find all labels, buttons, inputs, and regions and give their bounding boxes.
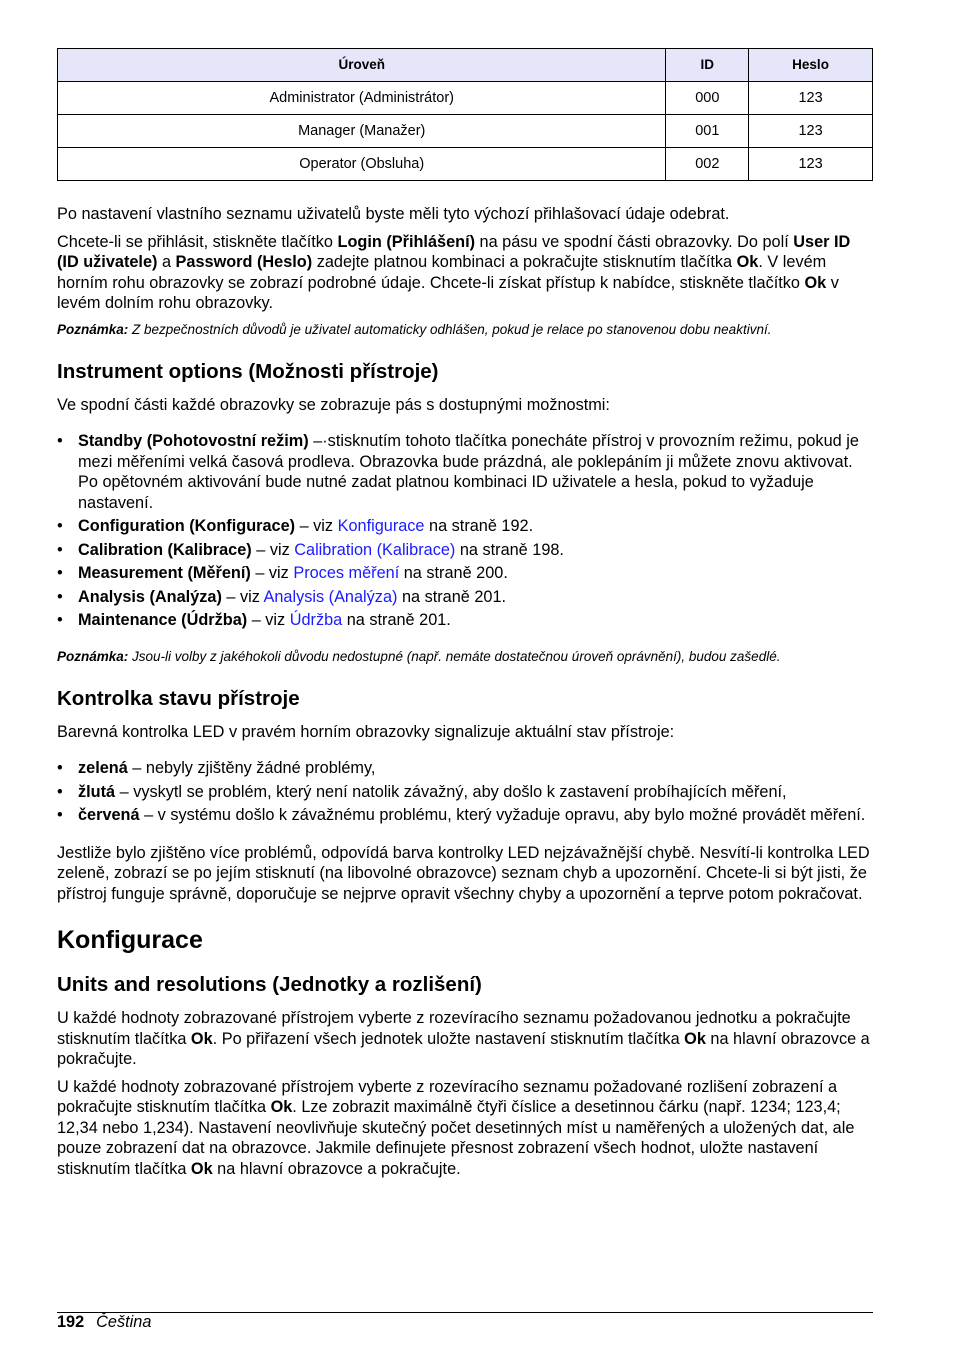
- note-label: Poznámka:: [57, 648, 129, 664]
- text-span: – v systému došlo k závažnému problému, který vyžaduje opravu, aby bylo možné provádět měření.: [139, 806, 866, 824]
- link-analysis[interactable]: Analysis (Analýza): [263, 587, 398, 606]
- list-item: [57, 758, 873, 779]
- bold-span: Calibration (Kalibrace): [78, 540, 252, 559]
- table-cell: Operator (Obsluha): [58, 148, 666, 181]
- column-header-id: ID: [666, 49, 749, 82]
- led-status-list: [57, 758, 873, 826]
- text-span: na straně 200.: [399, 564, 508, 582]
- bold-span: Ok: [736, 253, 759, 271]
- text-span: – viz: [251, 540, 295, 559]
- heading-units-resolutions: Units and resolutions (Jednotky a rozlišení): [57, 973, 482, 996]
- bold-span: zelená: [78, 759, 128, 777]
- paragraph-remove-defaults: Po nastavení vlastního seznamu uživatelů byste měli tyto výchozí přihlašovací údaje odebrat.: [57, 205, 730, 223]
- text-span: U každé hodnoty zobrazované přístrojem vyberte z rozevíracího seznamu požadovanou jednotku a pokračujte stisknutím tlačítka: [57, 1009, 851, 1048]
- bold-span: Login (Přihlášení): [337, 232, 476, 251]
- link-konfigurace[interactable]: Konfigurace: [337, 517, 425, 535]
- footer-language: Čeština: [96, 1313, 152, 1331]
- table-cell: Manager (Manažer): [58, 115, 666, 148]
- list-item: [57, 563, 873, 584]
- bold-span: Ok: [804, 273, 827, 292]
- footer-divider: [57, 1312, 873, 1313]
- table-cell: 123: [749, 115, 873, 148]
- heading-status-led: Kontrolka stavu přístroje: [57, 686, 300, 710]
- note-disabled-options: [57, 648, 873, 666]
- bold-span: Standby (Pohotovostní režim): [78, 432, 309, 450]
- link-calibration[interactable]: Calibration (Kalibrace): [294, 540, 456, 559]
- table-row: [58, 148, 873, 181]
- note-text: Z bezpečnostních důvodů je uživatel automaticky odhlášen, pokud je relace po stanovenou dobu neaktivní.: [128, 321, 772, 337]
- paragraph-login: [57, 232, 873, 314]
- bold-span: Measurement (Měření): [78, 564, 251, 582]
- table-row: [58, 115, 873, 148]
- column-header-password: Heslo: [749, 49, 873, 82]
- paragraph-units: [57, 1008, 873, 1070]
- paragraph-options-intro: Ve spodní části každé obrazovky se zobrazuje pás s dostupnými možnostmi:: [57, 395, 610, 414]
- document-page: [57, 48, 873, 1179]
- bold-span: User ID (ID uživatele): [57, 232, 851, 271]
- list-item: [57, 540, 873, 561]
- text-span: zadejte platnou kombinaci a pokračujte stisknutím tlačítka: [312, 253, 737, 271]
- text-span: – viz: [247, 611, 290, 629]
- note-auto-logout: [57, 321, 873, 339]
- list-item: [57, 431, 873, 513]
- link-proces-mereni[interactable]: Proces měření: [293, 564, 400, 582]
- table-cell: 000: [666, 82, 749, 115]
- options-list: [57, 431, 873, 631]
- page-footer: [57, 1312, 151, 1332]
- table-cell: 123: [749, 148, 873, 181]
- note-label: Poznámka:: [57, 321, 129, 337]
- text-span: na hlavní obrazovce a pokračujte.: [57, 1029, 870, 1068]
- bold-span: Password (Heslo): [175, 253, 313, 271]
- table-cell: 002: [666, 148, 749, 181]
- text-span: v levém dolním rohu obrazovky.: [57, 273, 839, 312]
- table-cell: 123: [749, 82, 873, 115]
- page-number: 192: [57, 1313, 85, 1331]
- table-row: [58, 82, 873, 115]
- bold-span: Ok: [190, 1029, 213, 1048]
- heading-instrument-options: Instrument options (Možnosti přístroje): [57, 359, 439, 383]
- list-item: [57, 805, 873, 826]
- text-span: na pásu ve spodní části obrazovky. Do polí: [475, 232, 794, 251]
- bold-span: žlutá: [78, 782, 116, 801]
- text-span: – viz: [295, 517, 338, 535]
- text-span: Chcete-li se přihlásit, stiskněte tlačítko: [57, 232, 338, 251]
- text-span: na hlavní obrazovce a pokračujte.: [212, 1159, 461, 1178]
- text-span: na straně 201.: [342, 611, 451, 629]
- text-span: . Lze zobrazit maximálně čtyři číslice a desetinnou čárku (např. 1234; 123,4; 12,34 nebo 1,234). Nastavení neovlivňuje skutečný počet desetinných míst u naměřených a uložených dat, ale pouze zobrazení dat na obrazovce. Jakmile definujete přesnost zobrazení všech hodnot, uložte nastavení stisknutím tlačítka: [57, 1098, 855, 1178]
- text-span: a: [157, 253, 176, 271]
- heading-konfigurace: Konfigurace: [57, 926, 203, 954]
- text-span: . Po přiřazení všech jednotek uložte nastavení stisknutím tlačítka: [212, 1029, 685, 1048]
- note-text: Jsou-li volby z jakéhokoli důvodu nedostupné (např. nemáte dostatečnou úroveň oprávnění), budou zašedlé.: [128, 648, 781, 664]
- list-item: [57, 782, 873, 803]
- bold-span: Configuration (Konfigurace): [78, 517, 296, 535]
- text-span: – vyskytl se problém, který není natolik závažný, aby došlo k zastavení probíhajících měření,: [115, 782, 787, 801]
- bold-span: Ok: [270, 1098, 293, 1116]
- text-span: na straně 192.: [424, 517, 534, 535]
- text-span: – viz: [221, 587, 264, 606]
- text-span: . V levém horním rohu obrazovky se zobrazí podrobné údaje. Chcete-li získat přístup k nabídce, stiskněte tlačítko: [57, 253, 827, 292]
- bold-span: Ok: [190, 1159, 213, 1178]
- column-header-level: Úroveň: [58, 49, 666, 82]
- text-span: na straně 198.: [455, 540, 564, 559]
- paragraph-led-errors: Jestliže bylo zjištěno více problémů, odpovídá barva kontrolky LED nejzávažnější chybě. Nesvítí-li kontrolka LED zeleně, zobrazí se po jejím stisknutí (na libovolné obrazovce) seznam chyb a upozornění. Chcete-li si být jisti, že přístroj funguje správně, doporučuje se nejprve opravit všechny chyby a upozornění a teprve potom pokračovat.: [57, 843, 870, 903]
- list-item: [57, 610, 873, 631]
- table-cell: 001: [666, 115, 749, 148]
- default-credentials-table: [57, 48, 873, 181]
- list-item: [57, 587, 873, 608]
- link-udrzba[interactable]: Údržba: [289, 611, 343, 629]
- text-span: na straně 201.: [397, 587, 507, 606]
- text-span: – nebyly zjištěny žádné problémy,: [127, 759, 376, 777]
- table-header-row: [58, 49, 873, 82]
- bold-span: Analysis (Analýza): [78, 587, 222, 606]
- bold-span: Maintenance (Údržba): [78, 611, 248, 629]
- bold-span: červená: [78, 806, 140, 824]
- table-cell: Administrator (Administrátor): [58, 82, 666, 115]
- text-span: U každé hodnoty zobrazované přístrojem vyberte z rozevíracího seznamu požadované rozlišení zobrazení a pokračujte stisknutím tlačítka: [57, 1077, 838, 1116]
- list-item: [57, 516, 873, 537]
- text-span: –·stisknutím tohoto tlačítka ponecháte přístroj v provozním režimu, pokud je mezi měřeními velká časová prodleva. Obrazovka bude prázdná, ale poklepáním ji můžete znovu aktivovat. Po opětovném aktivování bude nutné zadat platnou kombinaci ID uživatele a hesla, pokud to vyžaduje nastavení.: [78, 432, 859, 512]
- text-span: – viz: [250, 564, 294, 582]
- bold-span: Ok: [684, 1029, 706, 1048]
- paragraph-led-intro: Barevná kontrolka LED v pravém horním obrazovky signalizuje aktuální stav přístroje:: [57, 722, 675, 741]
- paragraph-resolution: [57, 1077, 873, 1180]
